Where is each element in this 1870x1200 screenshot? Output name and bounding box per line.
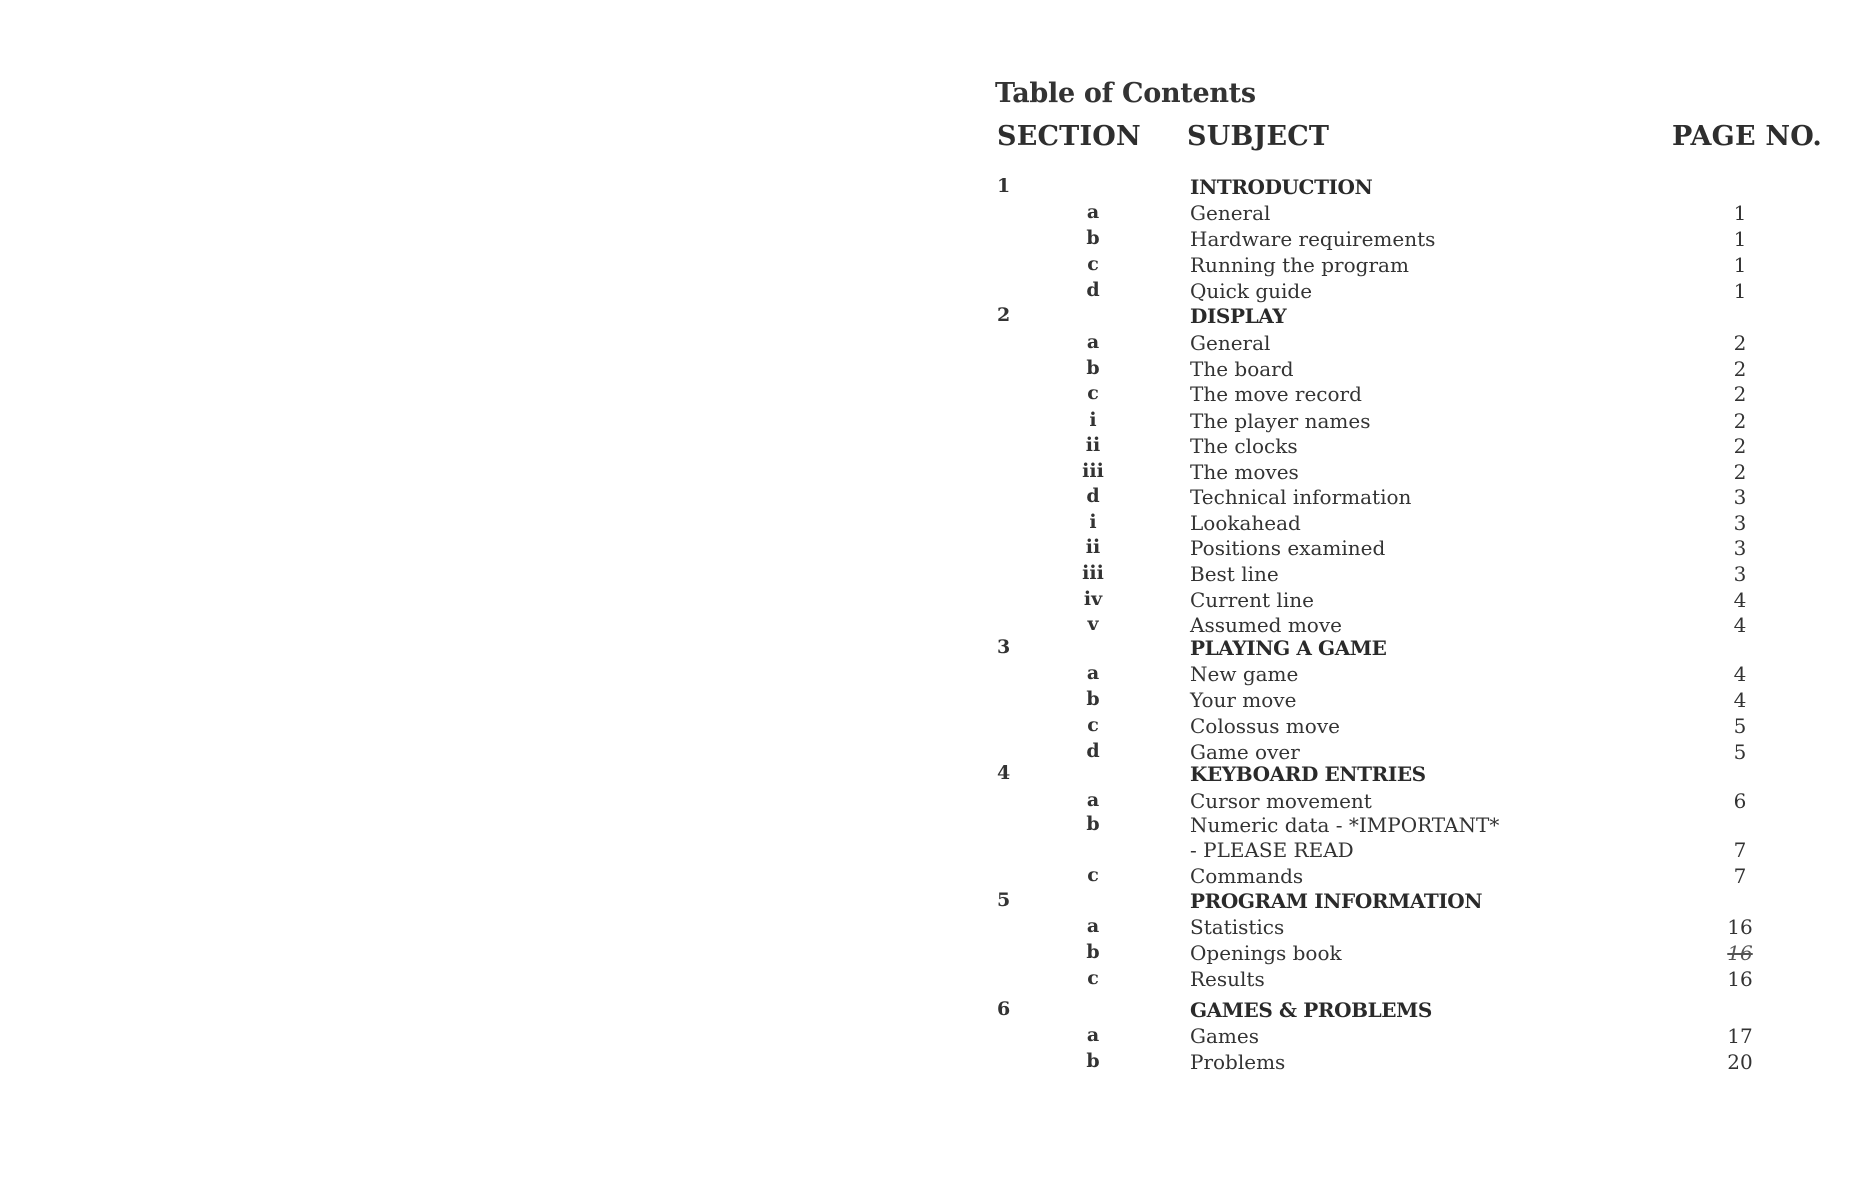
subject-text: Cursor movement <box>1190 789 1372 813</box>
subject-text: Running the program <box>1190 253 1409 277</box>
toc-section-heading-row <box>0 175 1870 201</box>
toc-section-heading-row <box>0 889 1870 915</box>
page-number: 5 <box>1733 714 1747 738</box>
section-column-header: SECTION <box>997 121 1141 152</box>
toc-row <box>0 714 1870 740</box>
toc-row <box>0 588 1870 614</box>
toc-row <box>0 253 1870 279</box>
section-number: 6 <box>997 998 1011 1020</box>
subject-text: General <box>1190 331 1271 355</box>
toc-row <box>0 331 1870 357</box>
subsection-letter: b <box>1086 227 1100 249</box>
page-number: 3 <box>1733 511 1747 535</box>
section-heading: GAMES & PROBLEMS <box>1190 998 1432 1022</box>
page-number: 16 <box>1727 967 1753 991</box>
subsection-letter: ii <box>1085 536 1101 558</box>
toc-row <box>0 536 1870 562</box>
toc-row <box>0 1024 1870 1050</box>
page-number: 16 <box>1727 915 1753 939</box>
subject-text: Statistics <box>1190 915 1285 939</box>
toc-section-heading-row <box>0 998 1870 1024</box>
toc-row <box>0 789 1870 815</box>
page-number: 2 <box>1733 357 1747 381</box>
toc-row <box>0 688 1870 714</box>
section-heading: KEYBOARD ENTRIES <box>1190 762 1426 786</box>
toc-row <box>0 838 1870 864</box>
page-number: 3 <box>1733 562 1747 586</box>
subject-text: Positions examined <box>1190 536 1386 560</box>
toc-section-heading-row <box>0 304 1870 330</box>
page-number: 2 <box>1733 460 1747 484</box>
section-heading: PLAYING A GAME <box>1190 636 1387 660</box>
subsection-letter: ii <box>1085 434 1101 456</box>
subject-text: Colossus move <box>1190 714 1340 738</box>
subsection-letter: i <box>1089 409 1097 431</box>
toc-row <box>0 434 1870 460</box>
toc-section-heading-row <box>0 762 1870 788</box>
subsection-letter: i <box>1089 511 1097 533</box>
subsection-letter: d <box>1086 279 1100 301</box>
subject-text: Technical information <box>1190 485 1412 509</box>
toc-row <box>0 915 1870 941</box>
toc-row <box>0 357 1870 383</box>
subsection-letter: v <box>1087 613 1099 635</box>
subject-text: Results <box>1190 967 1265 991</box>
toc-row <box>0 864 1870 890</box>
subsection-letter: d <box>1086 740 1100 762</box>
subject-text: Quick guide <box>1190 279 1313 303</box>
toc-row <box>0 279 1870 305</box>
section-number: 5 <box>997 889 1011 911</box>
subsection-letter: c <box>1087 253 1099 275</box>
toc-row <box>0 460 1870 486</box>
toc-row <box>0 382 1870 408</box>
subsection-letter: a <box>1086 662 1100 684</box>
subsection-letter: d <box>1086 485 1100 507</box>
subject-text: Hardware requirements <box>1190 227 1436 251</box>
page-title: Table of Contents <box>995 78 1256 109</box>
toc-row <box>0 409 1870 435</box>
page-number: 6 <box>1733 789 1747 813</box>
subject-text: Openings book <box>1190 941 1342 965</box>
subsection-letter: b <box>1086 357 1100 379</box>
subject-text: Lookahead <box>1190 511 1301 535</box>
section-number: 4 <box>997 762 1011 784</box>
subject-text: Games <box>1190 1024 1259 1048</box>
subject-text: The moves <box>1190 460 1299 484</box>
page-number: 1 <box>1733 279 1747 303</box>
section-heading: PROGRAM INFORMATION <box>1190 889 1483 913</box>
subject-text: General <box>1190 201 1271 225</box>
toc-row <box>0 201 1870 227</box>
page-number: 4 <box>1733 588 1747 612</box>
subject-text: The board <box>1190 357 1294 381</box>
subsection-letter: iv <box>1083 588 1103 610</box>
subsection-letter: b <box>1086 688 1100 710</box>
subject-text: New game <box>1190 662 1299 686</box>
page-number: 1 <box>1733 201 1747 225</box>
toc-section-heading-row <box>0 636 1870 662</box>
toc-row <box>0 662 1870 688</box>
page-number: 4 <box>1733 662 1747 686</box>
subject-text: Assumed move <box>1190 613 1342 637</box>
subsection-letter: a <box>1086 201 1100 223</box>
page-number: 7 <box>1733 864 1747 888</box>
toc-row <box>0 1050 1870 1076</box>
subsection-letter: b <box>1086 1050 1100 1072</box>
subsection-letter: c <box>1087 382 1099 404</box>
toc-row <box>0 562 1870 588</box>
section-number: 3 <box>997 636 1011 658</box>
subject-text: The player names <box>1190 409 1371 433</box>
subject-text: Game over <box>1190 740 1300 764</box>
toc-row <box>0 485 1870 511</box>
page-number: 1 <box>1733 253 1747 277</box>
subject-text: Commands <box>1190 864 1304 888</box>
toc-row <box>0 511 1870 537</box>
toc-row <box>0 967 1870 993</box>
subject-column-header: SUBJECT <box>1187 121 1330 152</box>
page-number: 4 <box>1733 688 1747 712</box>
subject-text: Your move <box>1190 688 1297 712</box>
page-number: 17 <box>1727 1024 1753 1048</box>
subsection-letter: b <box>1086 941 1100 963</box>
page-number: 1 <box>1733 227 1747 251</box>
subject-text: Current line <box>1190 588 1314 612</box>
subject-text: Best line <box>1190 562 1279 586</box>
subsection-letter: a <box>1086 1024 1100 1046</box>
subsection-letter: c <box>1087 864 1099 886</box>
section-heading: DISPLAY <box>1190 304 1287 328</box>
page-number: 4 <box>1733 613 1747 637</box>
toc-row <box>0 227 1870 253</box>
subject-text: - PLEASE READ <box>1190 838 1354 862</box>
subsection-letter: iii <box>1082 460 1104 482</box>
subsection-letter: a <box>1086 915 1100 937</box>
section-number: 2 <box>997 304 1011 326</box>
section-number: 1 <box>997 175 1011 197</box>
page-number: 7 <box>1733 838 1747 862</box>
page-number: 2 <box>1733 409 1747 433</box>
subject-text: Numeric data - *IMPORTANT* <box>1190 813 1500 837</box>
section-heading: INTRODUCTION <box>1190 175 1373 199</box>
page-number: 20 <box>1727 1050 1753 1074</box>
toc-row <box>0 813 1870 839</box>
subject-text: The clocks <box>1190 434 1298 458</box>
page-column-header: PAGE NO. <box>1672 121 1822 152</box>
subsection-letter: a <box>1086 789 1100 811</box>
subsection-letter: c <box>1087 714 1099 736</box>
subject-text: Problems <box>1190 1050 1286 1074</box>
page-number: 16 <box>1727 941 1753 965</box>
page-number: 2 <box>1733 382 1747 406</box>
page-number: 3 <box>1733 536 1747 560</box>
subsection-letter: a <box>1086 331 1100 353</box>
page-number: 5 <box>1733 740 1747 764</box>
toc-row <box>0 941 1870 967</box>
subsection-letter: b <box>1086 813 1100 835</box>
page-number: 3 <box>1733 485 1747 509</box>
subject-text: The move record <box>1190 382 1362 406</box>
page-number: 2 <box>1733 434 1747 458</box>
page-number: 2 <box>1733 331 1747 355</box>
subsection-letter: iii <box>1082 562 1104 584</box>
subsection-letter: c <box>1087 967 1099 989</box>
